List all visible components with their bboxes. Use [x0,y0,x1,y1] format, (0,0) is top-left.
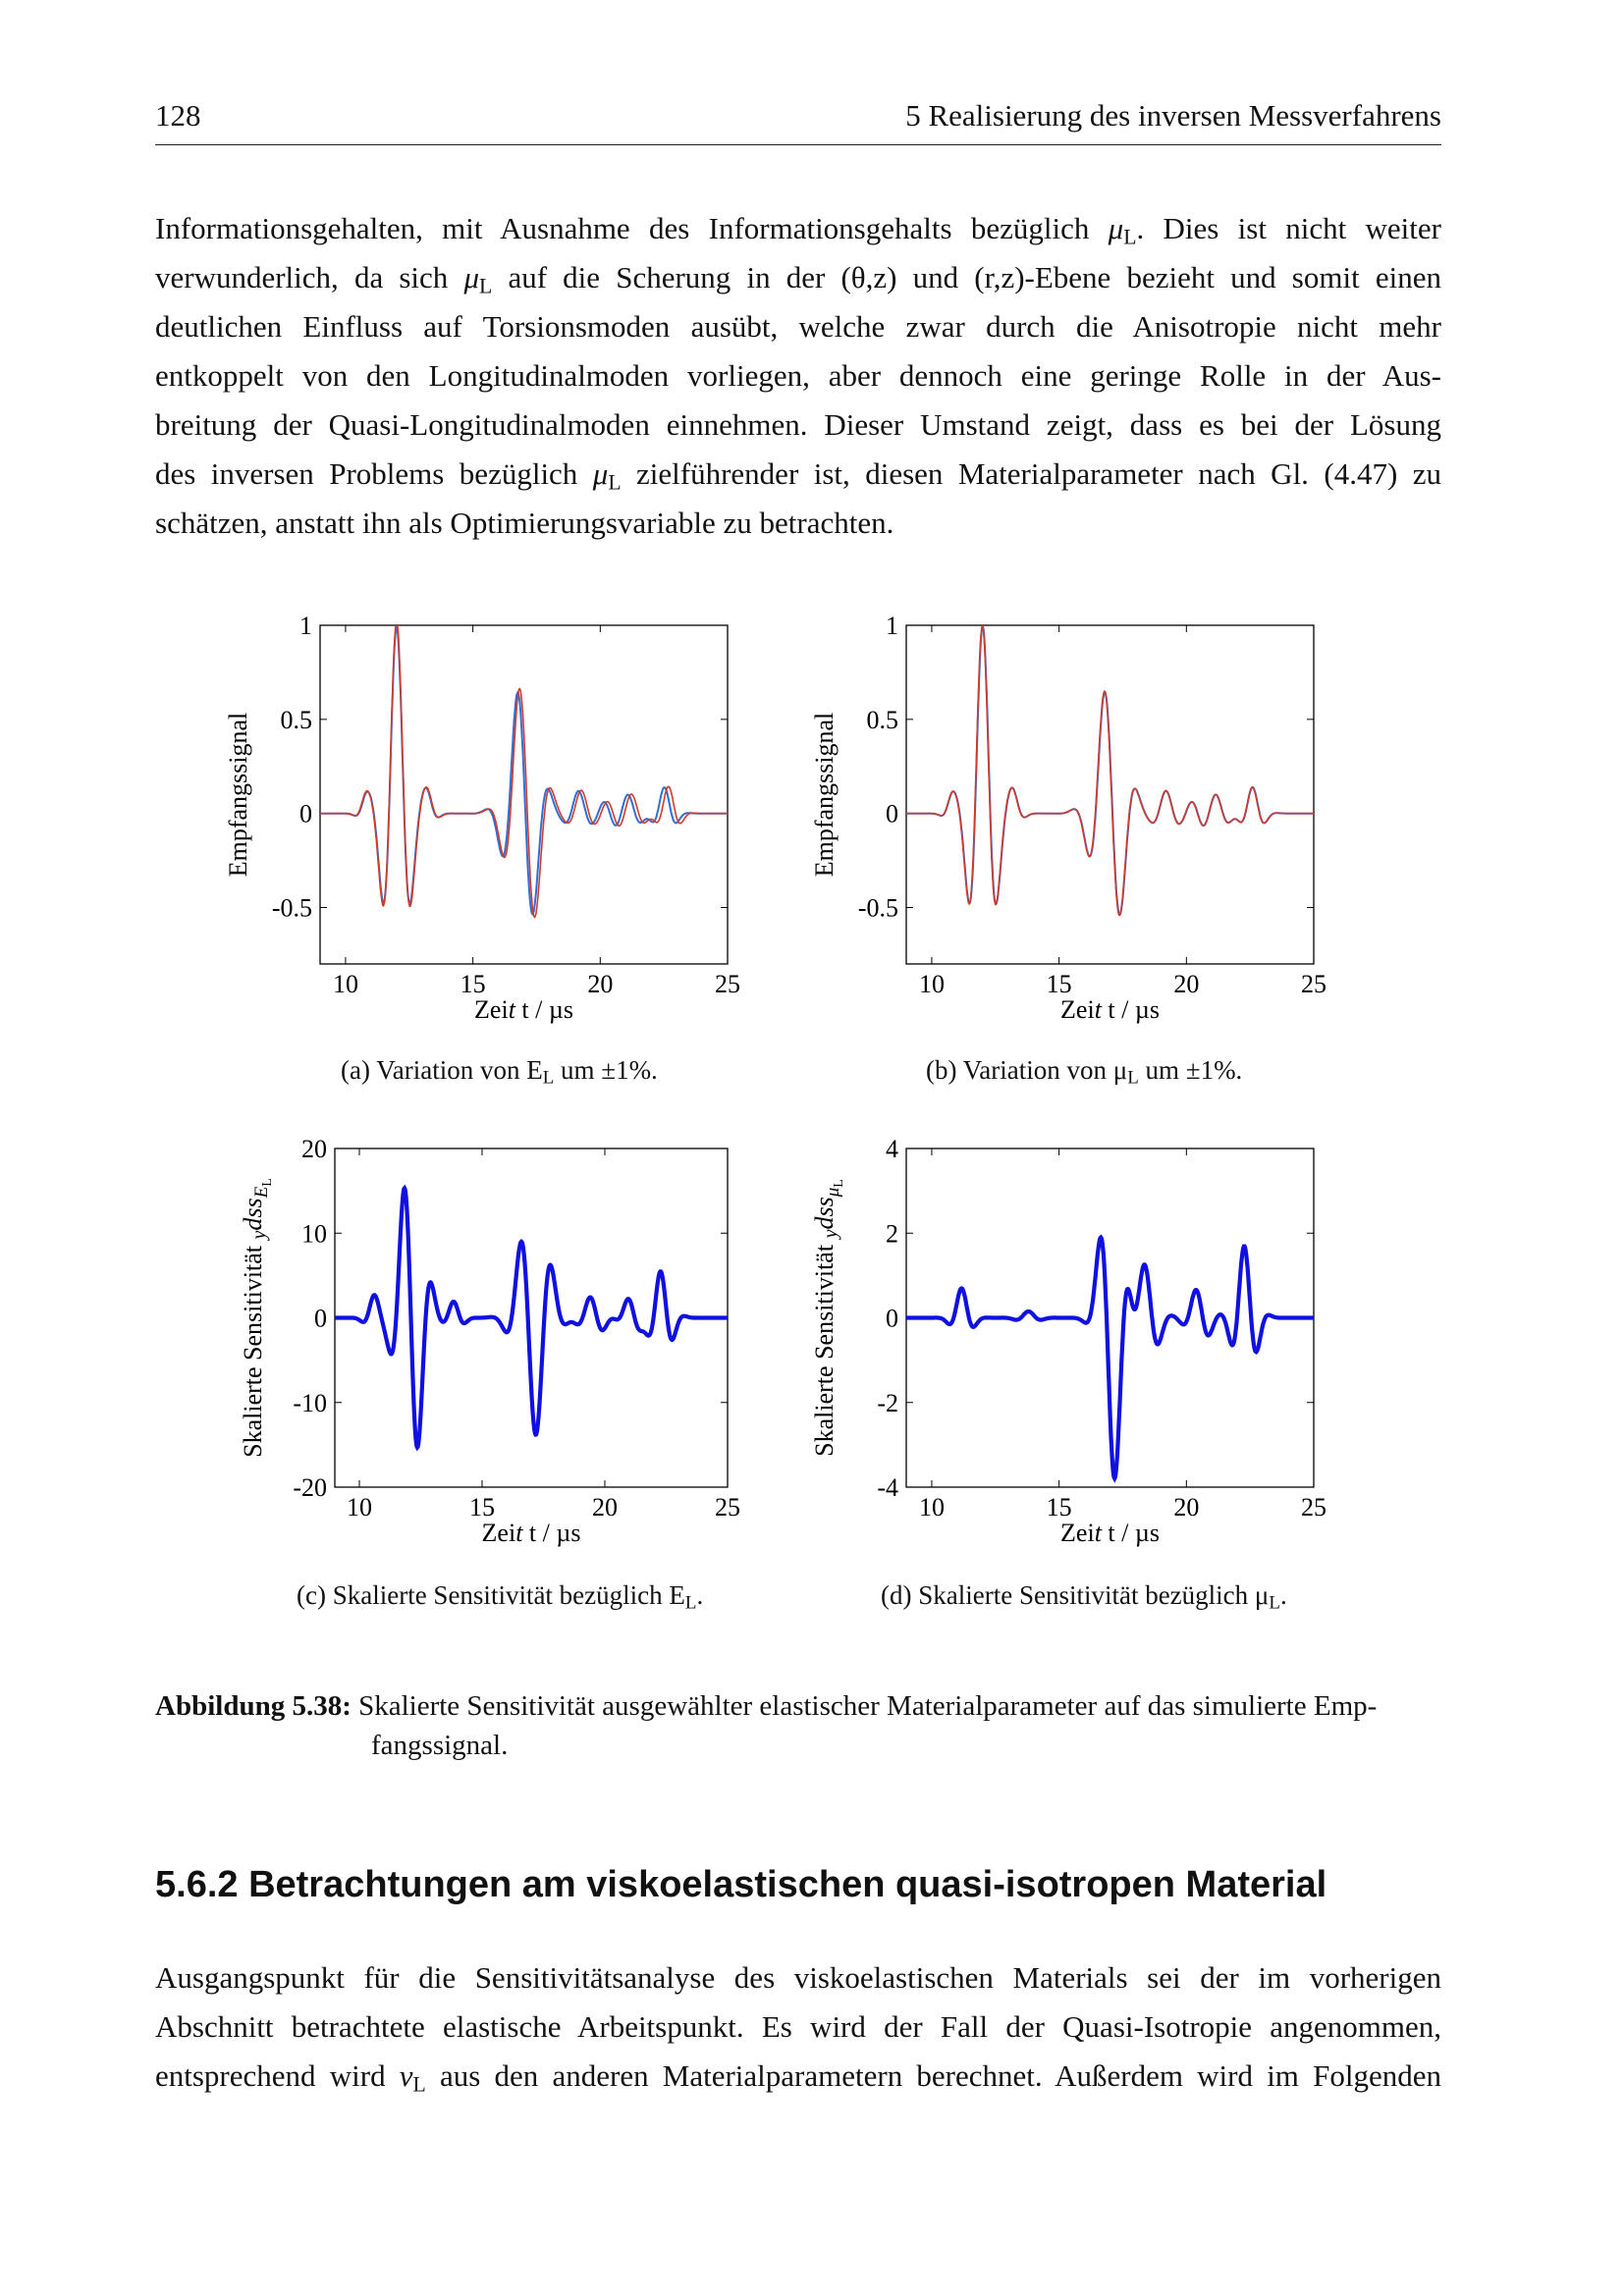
caption-label: Abbildung 5.38: [155,1690,352,1722]
chart-c [239,1135,740,1547]
section-line-2: Abschnitt betrachtete elastische Arbeitspunkt. Es wird der Fall der Quasi-Isotropie angenommen, [155,2009,1441,2044]
x-tick-label: 20 [1173,970,1200,998]
x-axis-label: Zeit t / µs [1060,995,1160,1024]
caption-text-1: Skalierte Sensitivität ausgewählter elastischer Materialparameter auf das simulierte Emp- [358,1690,1378,1722]
x-tick-label: 10 [332,970,358,998]
x-tick-label: 10 [918,970,945,998]
x-tick-label: 25 [715,970,740,998]
x-tick-label: 20 [592,1493,618,1522]
x-tick-label: 10 [918,1493,945,1522]
chart-d [810,1135,1326,1547]
x-tick-label: 25 [715,1493,740,1522]
y-axis-label: Skalierte Sensitivität ydss$_\mu$L [810,1179,846,1457]
y-tick-label: 0.5 [866,705,898,734]
x-tick-label: 15 [460,970,486,998]
plot-frame [906,625,1314,964]
subcaption-b: (b) Variation von $\mu_L$ um ±1%. [926,1055,1243,1089]
x-tick-label: 15 [1046,1493,1072,1522]
page-number: 128 [155,98,201,133]
series-line [906,625,1314,915]
x-tick-label: 15 [1046,970,1072,998]
y-tick-label: -0.5 [857,893,898,923]
series-line [335,1188,728,1447]
x-tick-label: 10 [347,1493,372,1522]
running-header: 5 Realisierung des inversen Messverfahrens [905,98,1441,133]
x-tick-label: 25 [1301,1493,1326,1522]
x-axis-label: Zeit t / µs [481,1519,581,1547]
x-axis-label: Zeit t / µs [1060,1519,1160,1547]
chart-b [810,612,1326,1024]
y-tick-label: 20 [301,1135,327,1163]
y-axis-label: Empfangssignal [224,712,252,878]
intro-line-1: Informationsgehalten, mit Ausnahme des Informationsgehalts bezüglich $\mu_L$. Dies ist nicht weiter [155,211,1441,249]
intro-line-5: breitung der Quasi-Longitudinalmoden einnehmen. Dieser Umstand zeigt, dass es bei der Lösung [155,407,1441,442]
y-tick-label: -10 [293,1388,327,1417]
chart-a [224,612,740,1024]
y-tick-label: -0.5 [271,893,312,923]
y-tick-label: 4 [886,1135,898,1163]
figure-caption [155,1686,1446,1765]
y-tick-label: -20 [293,1473,327,1502]
series-line [906,1238,1314,1479]
y-tick-label: 0.5 [280,705,312,734]
caption-text-2: fangssignal. [371,1730,509,1761]
section-heading: 5.6.2 Betrachtungen am viskoelastischen quasi-isotropen Material [155,1864,1327,1905]
series-line [320,627,728,914]
x-axis-label: Zeit t / µs [474,995,573,1024]
y-tick-label: 0 [299,799,312,828]
x-tick-label: 20 [1173,1493,1200,1522]
subcaption-d: (d) Skalierte Sensitivität bezüglich $\mu_L$. [881,1580,1287,1614]
y-axis-label: Skalierte Sensitivität ydss$_E$L [239,1178,275,1458]
x-tick-label: 25 [1301,970,1326,998]
y-tick-label: 1 [886,612,898,640]
intro-line-3: deutlichen Einfluss auf Torsionsmoden ausübt, welche zwar durch die Anisotropie nicht mehr [155,309,1441,344]
intro-line-2: verwunderlich, da sich $\mu_L$ auf die Scherung in der (θ,z) und (r,z)-Ebene bezieht und somit einen [155,260,1441,298]
section-line-3: entsprechend wird $\nu_L$ aus den anderen Materialparametern berechnet. Außerdem wird im Folgenden [155,2058,1441,2097]
y-tick-label: 0 [314,1304,327,1333]
y-tick-label: 2 [886,1219,898,1249]
y-tick-label: 10 [301,1219,327,1249]
y-axis-label: Empfangssignal [810,712,839,878]
section-line-1: Ausgangspunkt für die Sensitivitätsanalyse des viskoelastischen Materials sei der im vorherigen [155,1960,1441,1995]
subcaption-a: (a) Variation von $E_L$ um ±1%. [341,1055,658,1089]
y-tick-label: -2 [877,1388,898,1417]
intro-line-6: des inversen Problems bezüglich $\mu_L$ zielführender ist, diesen Materialparameter nach Gl. (4.47) zu [155,456,1441,495]
x-tick-label: 20 [587,970,614,998]
y-tick-label: 1 [299,612,312,640]
intro-line-7: schätzen, anstatt ihn als Optimierungsvariable zu betrachten. [155,506,894,540]
subcaption-c: (c) Skalierte Sensitivität bezüglich $E_L$. [297,1580,704,1614]
intro-line-4: entkoppelt von den Longitudinalmoden vorliegen, aber dennoch eine geringe Rolle in der Aus- [155,358,1441,393]
y-tick-label: -4 [877,1473,898,1502]
section-paragraph [155,1953,1441,2101]
x-tick-label: 15 [469,1493,495,1522]
y-tick-label: 0 [886,1304,898,1333]
y-tick-label: 0 [886,799,898,828]
